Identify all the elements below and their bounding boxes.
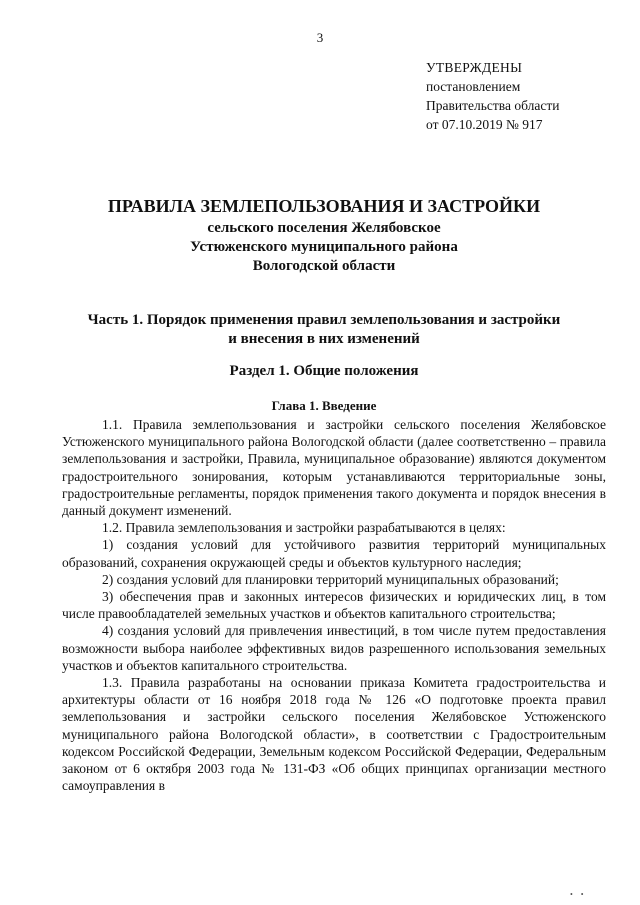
list-item: 1) создания условий для устойчивого развития территорий муниципальных образований, сохранения окружающей среды и объектов культурного наследия;: [62, 537, 606, 570]
document-title: ПРАВИЛА ЗЕМЛЕПОЛЬЗОВАНИЯ И ЗАСТРОЙКИ: [107, 196, 541, 216]
approval-heading: УТВЕРЖДЕНЫ: [426, 60, 523, 75]
chapter-heading: Глава 1. Введение: [271, 398, 377, 413]
list-item: 3) обеспечения прав и законных интересов физических и юридических лиц, в том числе правообладателей земельных участков и объектов капитального строительства;: [62, 589, 606, 622]
subtitle-line: Вологодской области: [252, 258, 396, 274]
subtitle-line: сельского поселения Желябовское: [207, 220, 441, 236]
document-subtitle: [50, 219, 598, 276]
approval-line: постановлением: [426, 79, 521, 94]
section-heading: Раздел 1. Общие положения: [229, 363, 419, 379]
scan-marks: • •: [570, 890, 587, 899]
part-heading-line: Часть 1. Порядок применения правил землепользования и застройки: [87, 312, 561, 328]
part-heading: [50, 311, 598, 349]
list-item: 2) создания условий для планировки территорий муниципальных образований;: [102, 571, 559, 587]
approval-line: от 07.10.2019 № 917: [426, 117, 543, 132]
paragraph-1-1: 1.1. Правила землепользования и застройки сельского поселения Желябовское Устюженского муниципального района Вологодской области (далее соответственно – правила землепользования и застройки, Правила, муниципальное образование) являются документом градостроительного зонирования, которым устанавливаются территориальные зоны, градостроительные регламенты, порядок применения такого документа и порядок внесения в данный документ изменений.: [62, 417, 606, 519]
list-item: 4) создания условий для привлечения инвестиций, в том числе путем предоставления возможности выбора наиболее эффективных видов разрешенного использования земельных участков и объектов капитального строительства.: [62, 623, 606, 673]
page-number: 3: [316, 30, 324, 45]
paragraph-1-3: 1.3. Правила разработаны на основании приказа Комитета градостроительства и архитектуры области от 16 ноября 2018 года № 126 «О подготовке проекта правил землепользования и застройки сельского поселения Желябовское Устюженского муниципального района Вологодской области», в соответствии с Градостроительным кодексом Российской Федерации, Земельным кодексом Российской Федерации, Федеральным законом от 6 октября 2003 года № 131-ФЗ «Об общих принципах организации местного самоуправления в: [62, 675, 606, 794]
subtitle-line: Устюженского муниципального района: [190, 239, 458, 255]
paragraph-1-2: 1.2. Правила землепользования и застройки разрабатываются в целях:: [102, 520, 506, 536]
part-heading-line: и внесения в них изменений: [228, 331, 420, 347]
body-text: [62, 416, 606, 794]
approval-line: Правительства области: [426, 98, 560, 113]
approval-stamp: [426, 58, 559, 134]
